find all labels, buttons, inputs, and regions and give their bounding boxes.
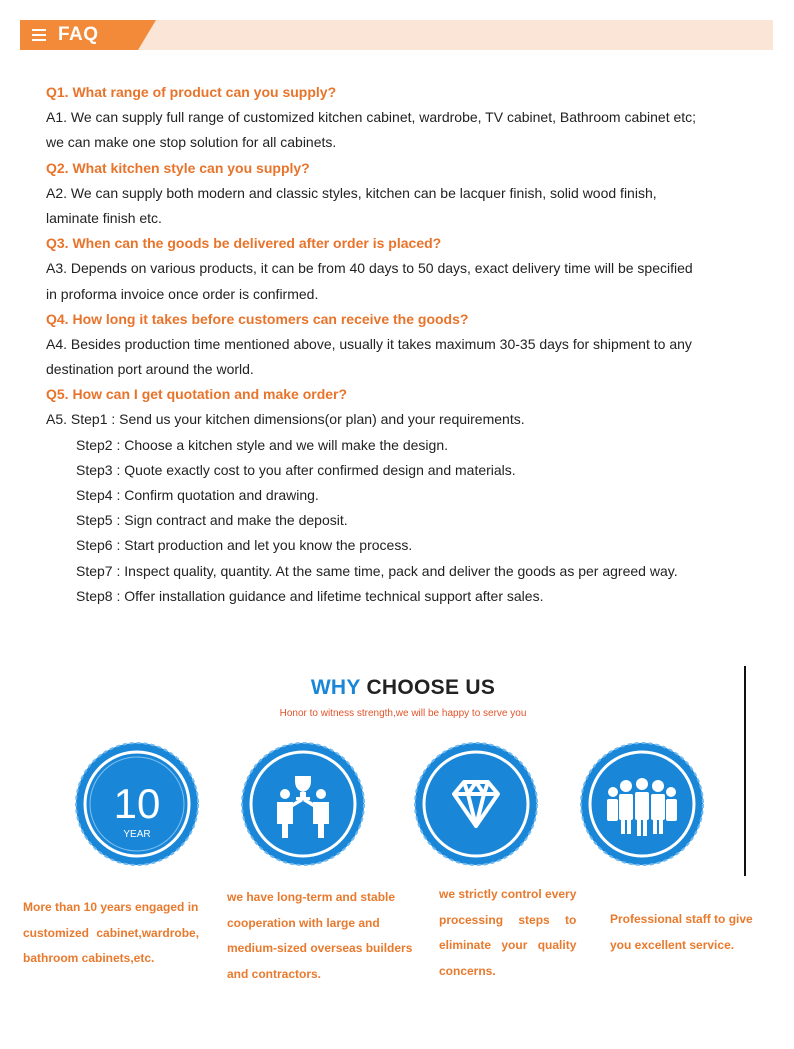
step-label: Step2 : — [76, 436, 125, 453]
step-label: Step7 : — [76, 562, 125, 579]
badge-number: 10 — [113, 780, 161, 827]
answer-5-step-3 — [46, 458, 746, 483]
step-label: Step6 : — [76, 537, 125, 554]
question-1: Q1. What range of product can you supply? — [46, 84, 337, 100]
caption-line: cooperation with large and — [227, 915, 380, 930]
caption-line: concerns. — [439, 963, 496, 978]
step-text: Confirm quotation and drawing. — [124, 487, 319, 503]
step-label: Step1 : — [70, 411, 120, 428]
faq-content — [46, 80, 746, 609]
caption-line: eliminate your quality — [439, 938, 577, 952]
caption-line: Professional staff to give — [610, 912, 753, 926]
caption-line: processing steps to — [439, 912, 577, 927]
caption-line: and contractors. — [227, 966, 322, 981]
step-text: Inspect quality, quantity. At the same time, pack and deliver the goods as per agreed way. — [124, 562, 678, 579]
step-text: Start production and let you know the process. — [124, 537, 413, 554]
caption-quality — [439, 882, 589, 984]
question-5: Q5. How can I get quotation and make order? — [46, 386, 348, 403]
answer-5-step-1 — [46, 407, 746, 432]
caption-line: we have long-term and stable — [227, 890, 396, 904]
answer-2-line-2: laminate finish etc. — [46, 209, 162, 226]
answer-5-step-6 — [46, 533, 746, 558]
faq-tab — [20, 20, 138, 50]
hamburger-icon — [32, 29, 46, 41]
why-title-dark: CHOOSE US — [360, 676, 496, 699]
diamond-icon — [414, 742, 538, 866]
answer-3-line-1: A3. Depends on various products, it can be from 40 days to 50 days, exact delivery time will be specified — [46, 260, 693, 277]
step-label: Step8 : — [76, 587, 125, 604]
answer-5-step-8 — [46, 584, 746, 609]
faq-title: FAQ — [58, 24, 99, 45]
caption-cooperation — [227, 885, 427, 987]
team-icon — [580, 742, 704, 866]
faq-header-bar — [20, 20, 773, 50]
answer-5-prefix: A5. — [46, 411, 71, 428]
caption-line: medium-sized overseas builders — [227, 941, 413, 955]
caption-line: we strictly control every — [439, 887, 577, 901]
caption-service — [610, 907, 780, 958]
caption-experience — [23, 895, 213, 972]
step-text: Send us your kitchen dimensions(or plan) and your requirements. — [119, 411, 525, 428]
why-subtitle: Honor to witness strength,we will be happy to serve you — [279, 708, 527, 719]
answer-1-line-2: we can make one stop solution for all cabinets. — [46, 134, 337, 151]
why-title-blue: WHY — [310, 676, 361, 699]
caption-line: bathroom cabinets,etc. — [23, 951, 155, 965]
answer-1-line-1: A1. We can supply full range of customized kitchen cabinet, wardrobe, TV cabinet, Bathroom cabinet etc; — [46, 109, 697, 126]
why-choose-us-banner — [60, 664, 746, 876]
step-text: Sign contract and make the deposit. — [124, 512, 348, 529]
answer-5-step-2 — [46, 433, 746, 458]
answer-3-line-2: in proforma invoice once order is confirmed. — [46, 285, 319, 302]
question-2: Q2. What kitchen style can you supply? — [46, 159, 310, 176]
step-text: Choose a kitchen style and we will make the design. — [124, 436, 448, 453]
why-title — [60, 676, 746, 700]
ten-year-icon — [75, 742, 199, 866]
step-text: Quote exactly cost to you after confirmed design and materials. — [124, 461, 516, 478]
step-label: Step4 : — [76, 487, 125, 503]
answer-5-step-5 — [46, 508, 746, 533]
answer-5-step-7 — [46, 559, 746, 584]
step-text: Offer installation guidance and lifetime technical support after sales. — [124, 587, 544, 604]
badge-unit: YEAR — [123, 829, 151, 840]
question-4: Q4. How long it takes before customers can receive the goods? — [46, 310, 469, 327]
answer-4-line-2: destination port around the world. — [46, 361, 254, 378]
step-label: Step3 : — [76, 461, 125, 478]
caption-line: customized cabinet,wardrobe, — [23, 925, 200, 940]
answer-2-line-1: A2. We can supply both modern and classic styles, kitchen can be lacquer finish, solid wood finish, — [46, 184, 657, 201]
answer-4-line-1: A4. Besides production time mentioned above, usually it takes maximum 30-35 days for shipment to any — [46, 335, 692, 352]
answer-5-step-4 — [46, 483, 746, 508]
step-label: Step5 : — [76, 512, 125, 529]
question-3: Q3. When can the goods be delivered after order is placed? — [46, 235, 442, 252]
caption-line: More than 10 years engaged in — [23, 900, 199, 914]
partnership-trophy-icon — [241, 742, 365, 866]
caption-line: you excellent service. — [610, 937, 735, 952]
